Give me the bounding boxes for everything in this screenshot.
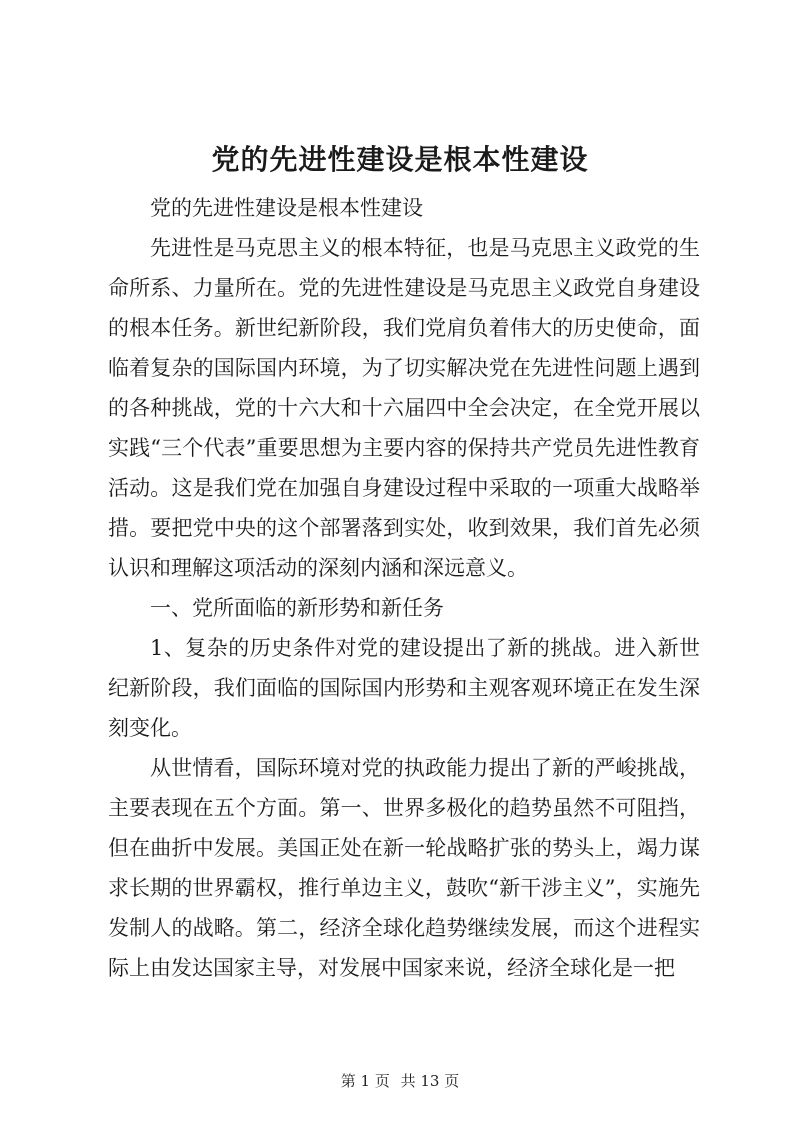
page-total: 共 13 页 — [400, 1072, 460, 1090]
section-heading: 一、党所面临的新形势和新任务 — [150, 596, 444, 620]
paragraph-subtitle: 党的先进性建设是根本性建设 — [150, 196, 423, 220]
page-footer — [0, 1071, 800, 1091]
paragraph: 先进性是马克思主义的根本特征，也是马克思主义政党的生命所系、力量所在。党的先进性建设是马克思主义政党自身建设的根本任务。新世纪新阶段，我们党肩负着伟大的历史使命，面临着复杂的国际国内环境，为了切实解决党在先进性问题上遇到的各种挑战，党的十六大和十六届四中全会决定，在全党开展以实践“三个代表”重要思想为主要内容的保持共产党员先进性教育活动。这是我们党在加强自身建设过程中采取的一项重大战略举措。要把党中央的这个部署落到实处，收到效果，我们首先必须认识和理解这项活动的深刻内涵和深远意义。 — [108, 236, 700, 580]
paragraph: 1、复杂的历史条件对党的建设提出了新的挑战。进入新世纪新阶段，我们面临的国际国内形势和主观客观环境正在发生深刻变化。 — [108, 636, 700, 740]
document-body — [108, 188, 700, 988]
page-title: 党的先进性建设是根本性建设 — [211, 143, 589, 176]
paragraph: 从世情看，国际环境对党的执政能力提出了新的严峻挑战，主要表现在五个方面。第一、世界多极化的趋势虽然不可阻挡，但在曲折中发展。美国正处在新一轮战略扩张的势头上，竭力谋求长期的世界霸权，推行单边主义，鼓吹“新干涉主义”，实施先发制人的战略。第二，经济全球化趋势继续发展，而这个进程实际上由发达国家主导，对发展中国家来说，经济全球化是一把 — [108, 756, 700, 980]
page-number: 第 1 页 — [340, 1072, 390, 1090]
